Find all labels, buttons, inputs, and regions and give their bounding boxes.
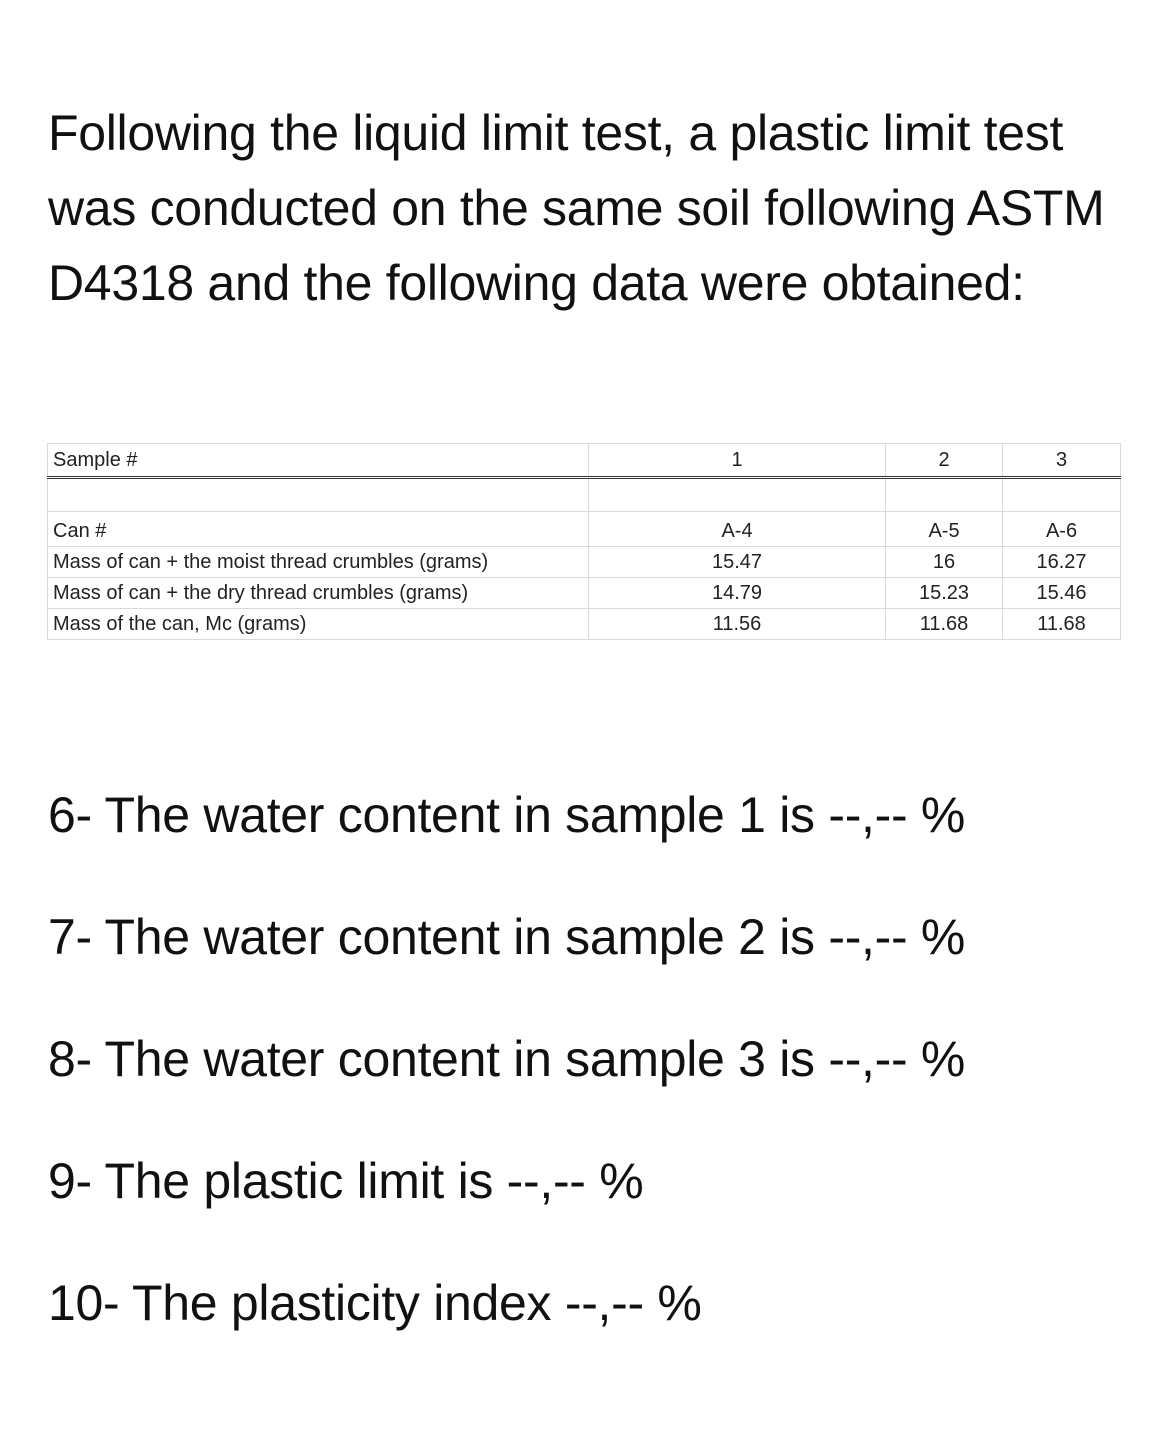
table-cell: 15.23 <box>886 578 1003 609</box>
header-cell-sample-1: 1 <box>589 444 886 478</box>
intro-paragraph: Following the liquid limit test, a plastic limit test was conducted on the same soil following ASTM D4318 and the following data were obtained: <box>48 105 1105 311</box>
table-cell: A-6 <box>1003 512 1121 547</box>
table-cell: Mass of the can, Mc (grams) <box>48 609 589 640</box>
table-cell: 11.68 <box>1003 609 1121 640</box>
table-cell: Mass of can + the dry thread crumbles (grams) <box>48 578 589 609</box>
table-cell <box>1003 478 1121 512</box>
table-cell: 14.79 <box>589 578 886 609</box>
table-cell: 15.46 <box>1003 578 1121 609</box>
question-9: 9- The plastic limit is --,-- % <box>48 1153 644 1209</box>
table-cell: A-5 <box>886 512 1003 547</box>
table-cell <box>589 478 886 512</box>
question-6: 6- The water content in sample 1 is --,-- % <box>48 787 966 843</box>
table-cell <box>48 478 589 512</box>
question-list <box>48 785 1138 1395</box>
header-cell-sample-3: 3 <box>1003 444 1121 478</box>
plastic-limit-data-table <box>47 443 1121 640</box>
question-7: 7- The water content in sample 2 is --,-- % <box>48 909 966 965</box>
table-row-can-number <box>48 512 1121 547</box>
table-spacer-row <box>48 478 1121 512</box>
header-cell-sample-2: 2 <box>886 444 1003 478</box>
table-cell: Can # <box>48 512 589 547</box>
table-cell: 16 <box>886 547 1003 578</box>
question-8: 8- The water content in sample 3 is --,-- % <box>48 1031 966 1087</box>
header-cell-label: Sample # <box>48 444 589 478</box>
table-cell: 11.56 <box>589 609 886 640</box>
table-cell: 15.47 <box>589 547 886 578</box>
table-cell: 11.68 <box>886 609 1003 640</box>
table-cell: 16.27 <box>1003 547 1121 578</box>
table-cell <box>886 478 1003 512</box>
table-row-dry-mass <box>48 578 1121 609</box>
table-header-row <box>48 444 1121 478</box>
table-cell: A-4 <box>589 512 886 547</box>
question-10: 10- The plasticity index --,-- % <box>48 1275 702 1331</box>
table-row-can-mass <box>48 609 1121 640</box>
table-row-moist-mass <box>48 547 1121 578</box>
table-cell: Mass of can + the moist thread crumbles (grams) <box>48 547 589 578</box>
